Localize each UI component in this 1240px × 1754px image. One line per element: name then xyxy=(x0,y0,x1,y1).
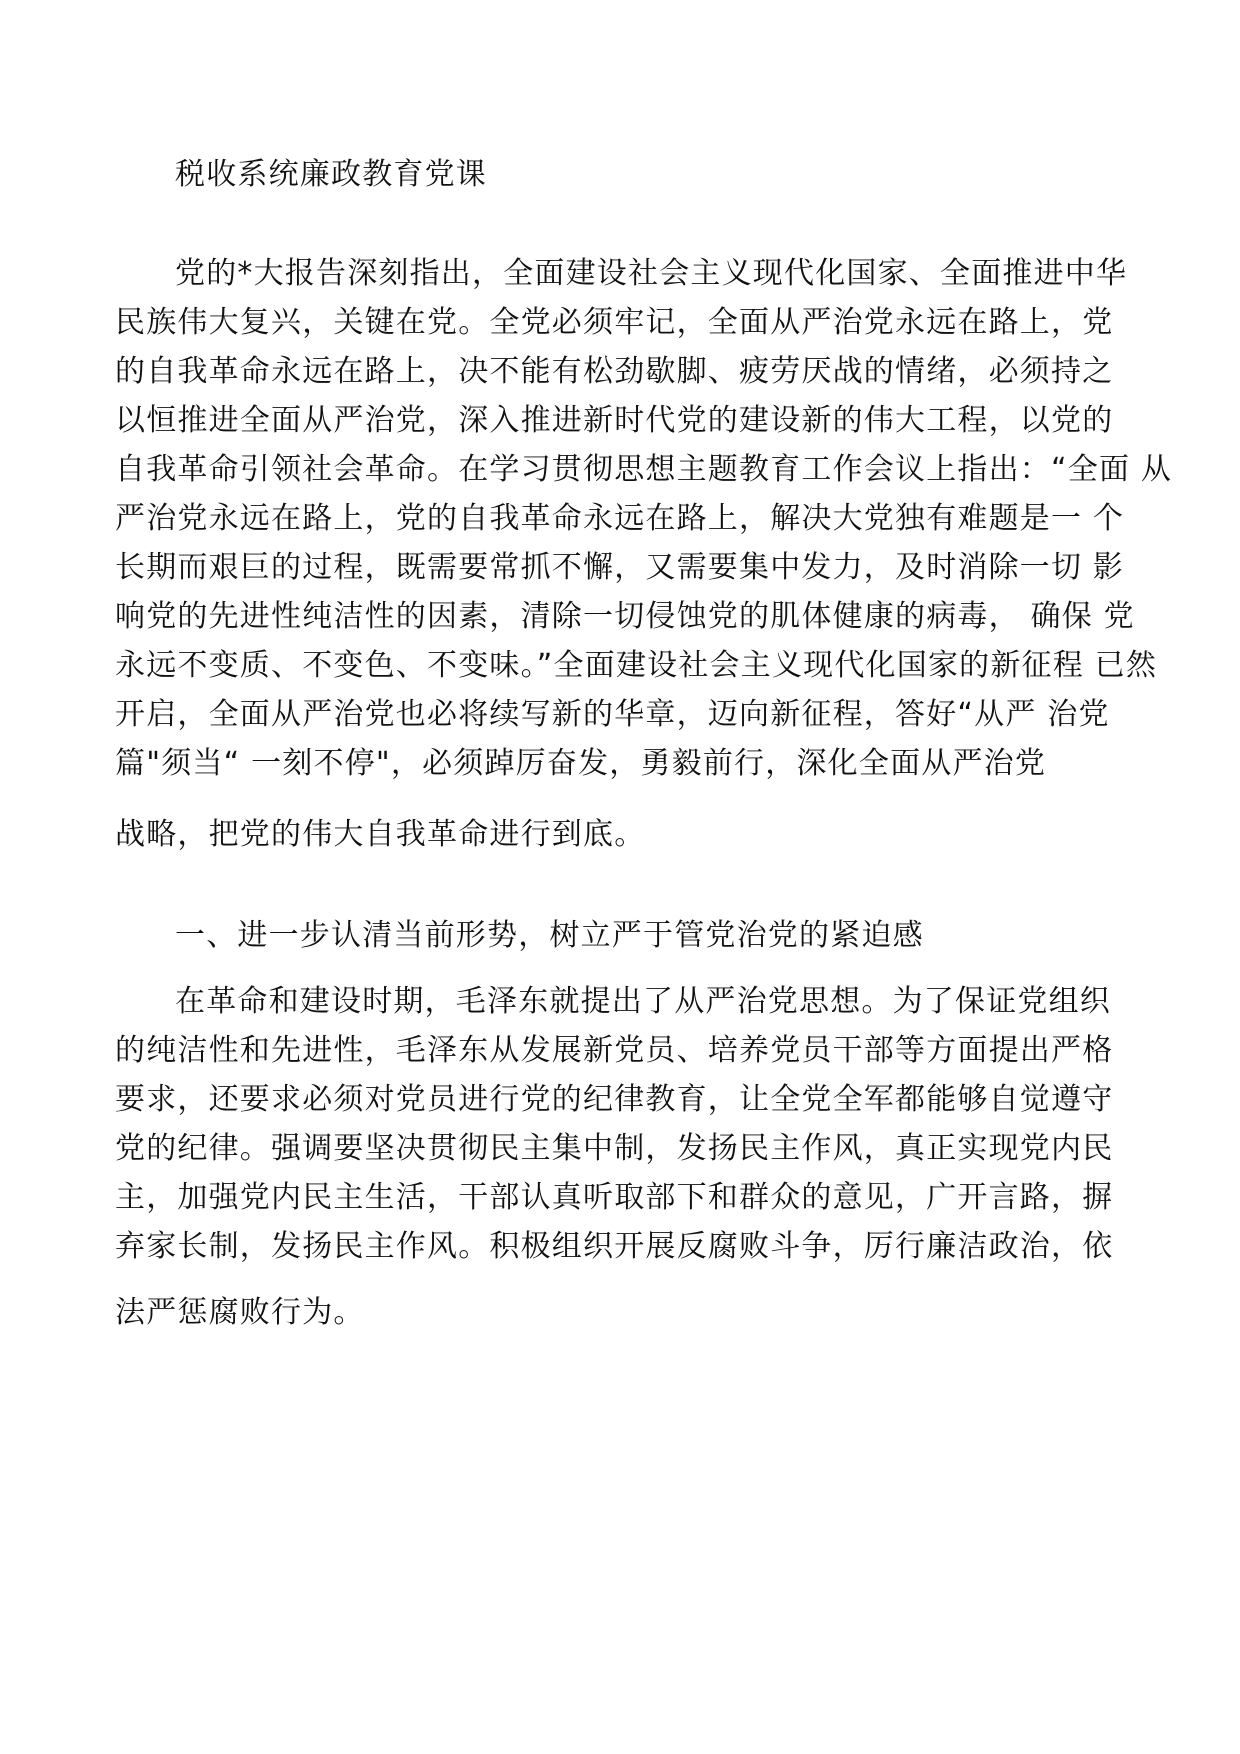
paragraph-line: 以恒推进全面从严治党，深入推进新时代党的建设新的伟大工程，以党的 xyxy=(115,403,1114,438)
paragraph-line: 战略，把党的伟大自我革命进行到底。 xyxy=(115,817,646,852)
paragraph-line: 党的纪律。强调要坚决贯彻民主集中制，发扬民主作风，真正实现党内民 xyxy=(115,1131,1114,1166)
paragraph-line: 开启，全面从严治党也必将续写新的华章，迈向新征程，答好“从严 治党 xyxy=(115,697,1110,732)
section-heading: 一、进一步认清当前形势，树立严于管党治党的紧迫感 xyxy=(175,918,924,953)
paragraph-line: 响党的先进性纯洁性的因素，清除一切侵蚀党的肌体健康的病毒， 确保 党 xyxy=(115,599,1135,634)
paragraph-line: 篇"须当“ 一刻不停"，必须踔厉奋发，勇毅前行，深化全面从严治党 xyxy=(115,746,1047,781)
paragraph-line: 永远不变质、不变色、不变味。”全面建设社会主义现代化国家的新征程 已然 xyxy=(115,648,1158,683)
paragraph-line: 在革命和建设时期，毛泽东就提出了从严治党思想。为了保证党组织 xyxy=(175,984,1111,1019)
paragraph-line: 长期而艰巨的过程，既需要常抓不懈，又需要集中发力，及时消除一切 影 xyxy=(115,550,1125,585)
paragraph-line: 弃家长制，发扬民主作风。积极组织开展反腐败斗争，厉行廉洁政治，依 xyxy=(115,1229,1114,1264)
paragraph-line: 严治党永远在路上，党的自我革命永远在路上，解决大党独有难题是一 个 xyxy=(115,501,1125,536)
document-title: 税收系统廉政教育党课 xyxy=(175,157,487,192)
paragraph-line: 要求，还要求必须对党员进行党的纪律教育，让全党全军都能够自觉遵守 xyxy=(115,1082,1114,1117)
paragraph-line: 的自我革命永远在路上，决不能有松劲歇脚、疲劳厌战的情绪，必须持之 xyxy=(115,354,1114,389)
paragraph-line: 法严惩腐败行为。 xyxy=(115,1295,365,1330)
paragraph-line: 民族伟大复兴，关键在党。全党必须牢记，全面从严治党永远在路上，党 xyxy=(115,305,1114,340)
paragraph-line: 主，加强党内民主生活，干部认真听取部下和群众的意见，广开言路，摒 xyxy=(115,1180,1114,1215)
paragraph-line: 党的*大报告深刻指出，全面建设社会主义现代化国家、全面推进中华 xyxy=(175,256,1128,291)
paragraph-line: 的纯洁性和先进性，毛泽东从发展新党员、培养党员干部等方面提出严格 xyxy=(115,1033,1114,1068)
paragraph-line: 自我革命引领社会革命。在学习贯彻思想主题教育工作会议上指出：“全面 从 xyxy=(115,452,1173,487)
